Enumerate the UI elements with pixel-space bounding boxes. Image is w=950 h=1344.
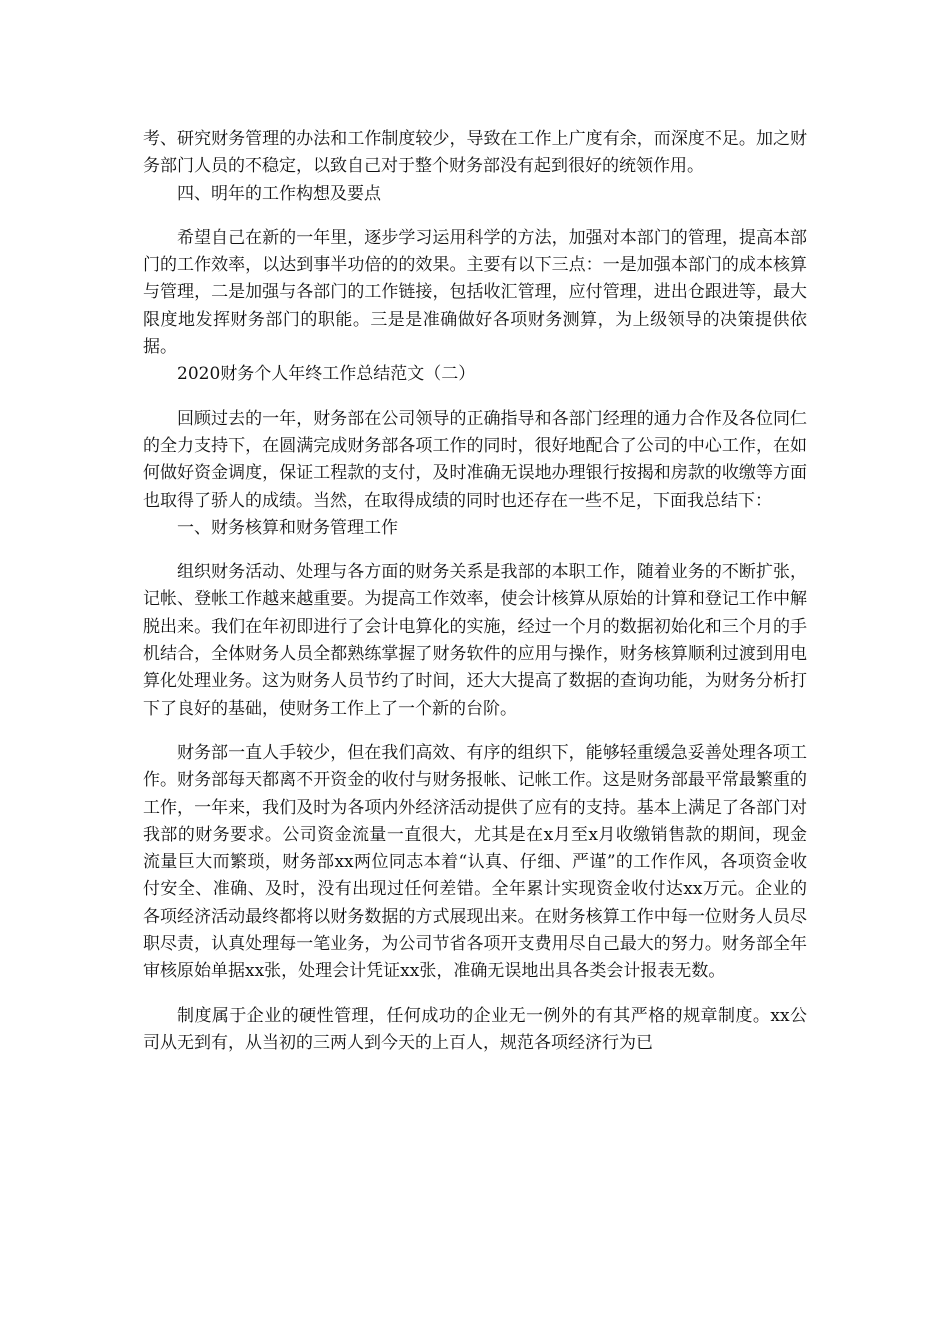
paragraph-fund-management: 财务部一直人手较少，但在我们高效、有序的组织下，能够轻重缓急妥善处理各项工作。财务部每天都离不开资金的收付与财务报帐、记帐工作。这是财务部最平常最繁重的工作，一年来，我们及时为各项内外经济活动提供了应有的支持。基本上满足了各部门对我部的财务要求。公司资金流量一直很大，尤其是在x月至x月收缴销售款的期间，现金流量巨大而繁琐，财务部xx两位同志本着“认真、仔细、严谨”的工作作风，各项资金收付安全、准确、及时，没有出现过任何差错。全年累计实现资金收付达xx万元。企业的各项经济活动最终都将以财务数据的方式展现出来。在财务核算工作中每一位财务人员尽职尽责，认真处理每一笔业务，为公司节省各项开支费用尽自己最大的努力。财务部全年审核原始单据xx张，处理会计凭证xx张，准确无误地出具各类会计报表无数。 — [143, 742, 807, 982]
section-heading-next-year-plan: 四、明年的工作构想及要点 — [177, 183, 381, 204]
section-heading-accounting-work: 一、财务核算和财务管理工作 — [177, 517, 398, 538]
document-body — [143, 126, 807, 1057]
paragraph-next-year-goals: 希望自己在新的一年里，逐步学习运用科学的方法，加强对本部门的管理，提高本部门的工作效率，以达到事半功倍的的效果。主要有以下三点：一是加强本部门的成本核算与管理，二是加强与各部门的工作链接，包括收汇管理，应付管理，进出仓跟进等，最大限度地发挥财务部门的职能。三是是准确做好各项财务测算，为上级领导的决策提供依据。 — [143, 227, 807, 358]
document-subtitle-part-two: 2020财务个人年终工作总结范文（二） — [177, 364, 476, 385]
paragraph-continued: 考、研究财务管理的办法和工作制度较少，导致在工作上广度有余，而深度不足。加之财务部门人员的不稳定，以致自己对于整个财务部没有起到很好的统领作用。 — [143, 129, 807, 177]
paragraph-review: 回顾过去的一年，财务部在公司领导的正确指导和各部门经理的通力合作及各位同仁的全力支持下，在圆满完成财务部各项工作的同时，很好地配合了公司的中心工作，在如何做好资金调度，保证工程款的支付，及时准确无误地办理银行按揭和房款的收缴等方面也取得了骄人的成绩。当然，在取得成绩的同时也还存在一些不足，下面我总结下： — [143, 408, 807, 511]
paragraph-accounting-computerization: 组织财务活动、处理与各方面的财务关系是我部的本职工作，随着业务的不断扩张，记帐、登帐工作越来越重要。为提高工作效率，使会计核算从原始的计算和登记工作中解脱出来。我们在年初即进行了会计电算化的实施，经过一个月的数据初始化和三个月的手机结合，全体财务人员全都熟练掌握了财务软件的应用与操作，财务核算顺利过渡到用电算化处理业务。这为财务人员节约了时间，还大大提高了数据的查询功能，为财务分析打下了良好的基础，使财务工作上了一个新的台阶。 — [143, 562, 807, 719]
paragraph-regulations: 制度属于企业的硬性管理，任何成功的企业无一例外的有其严格的规章制度。xx公司从无到有，从当初的三两人到今天的上百人，规范各项经济行为已 — [143, 1005, 807, 1053]
